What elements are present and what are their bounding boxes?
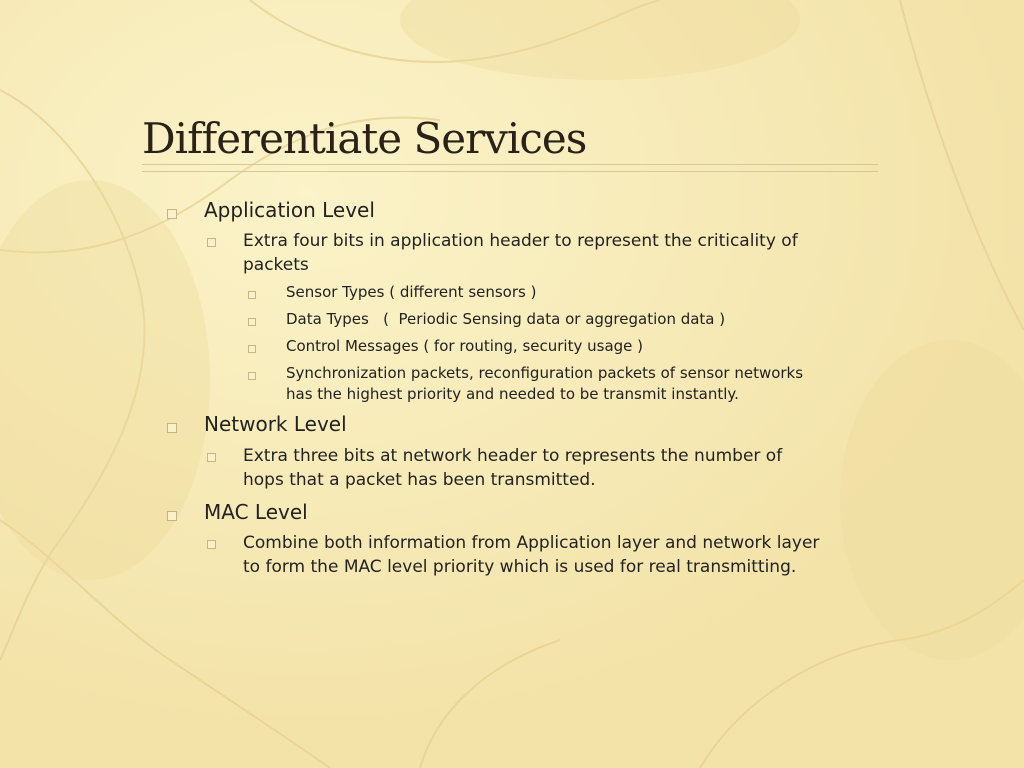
sub-bullet-line: Combine both information from Application layer and network layer — [243, 533, 820, 553]
bullet-icon — [167, 209, 177, 219]
bullet-icon — [167, 423, 177, 433]
sub-bullet-line: packets — [243, 255, 309, 275]
bullet-icon — [207, 453, 216, 462]
sub-sub-bullet-line: Data Types ( Periodic Sensing data or aggregation data ) — [286, 310, 726, 328]
bullet-icon — [207, 540, 216, 549]
sub-bullet-line: Extra four bits in application header to represent the criticality of — [243, 231, 798, 251]
slide-title: Differentiate Services — [142, 114, 587, 163]
title-underline — [142, 164, 878, 172]
bullet-icon — [248, 372, 256, 380]
bullet-mac-level: MAC Level — [204, 500, 308, 524]
sub-bullet-line: to form the MAC level priority which is used for real transmitting. — [243, 557, 797, 577]
sub-sub-bullet-line: has the highest priority and needed to be transmit instantly. — [286, 385, 739, 403]
bullet-icon — [248, 345, 256, 353]
sub-bullet-line: hops that a packet has been transmitted. — [243, 470, 596, 490]
sub-bullet-line: Extra three bits at network header to represents the number of — [243, 446, 783, 466]
sub-sub-bullet-line: Synchronization packets, reconfiguration packets of sensor networks — [286, 364, 804, 382]
sub-sub-bullet-line: Sensor Types ( different sensors ) — [286, 283, 537, 301]
bullet-icon — [207, 238, 216, 247]
bullet-icon — [167, 511, 177, 521]
bullet-application-level: Application Level — [204, 198, 375, 222]
bullet-network-level: Network Level — [204, 412, 347, 436]
bullet-icon — [248, 291, 256, 299]
bullet-icon — [248, 318, 256, 326]
sub-sub-bullet-line: Control Messages ( for routing, security usage ) — [286, 337, 644, 355]
